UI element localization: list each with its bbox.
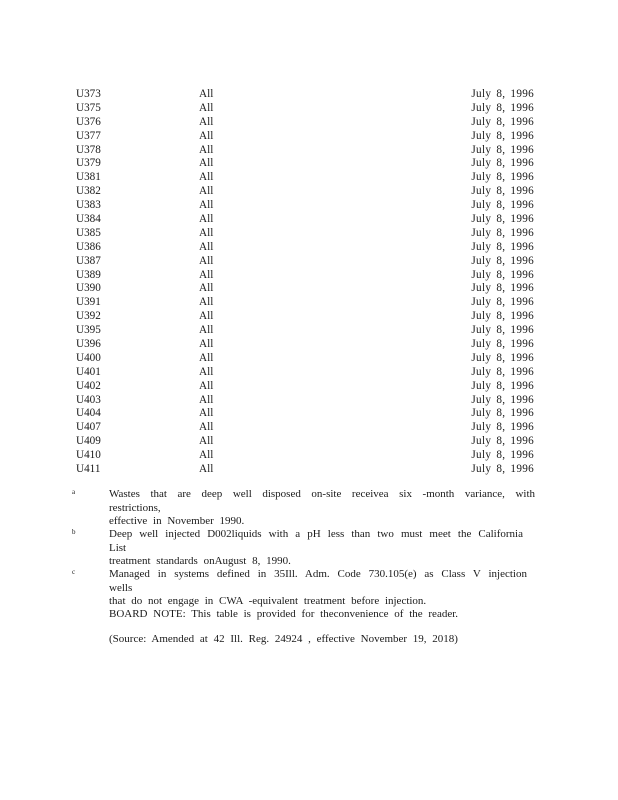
table-row [76, 102, 536, 116]
table-row [76, 185, 536, 199]
waste-scope: All [199, 213, 214, 226]
waste-code: U410 [76, 449, 101, 462]
table-row [76, 421, 536, 435]
table-row [76, 116, 536, 130]
table-row [76, 463, 536, 477]
table-row [76, 338, 536, 352]
effective-date: July 8, 1996 [471, 185, 534, 198]
waste-scope: All [199, 296, 214, 309]
table-row [76, 407, 536, 421]
footnote-b-mark: b [72, 528, 76, 536]
waste-scope: All [199, 101, 214, 114]
waste-scope: All [199, 407, 214, 420]
effective-date: July 8, 1996 [471, 296, 534, 309]
waste-scope: All [199, 88, 214, 100]
footnote-c-mark: c [72, 568, 76, 576]
board-note: BOARD NOTE: This table is provided for theconvenience of the reader. [109, 608, 459, 620]
waste-code: U411 [76, 463, 101, 476]
footnote-c-line2: that do not engage in CWA -equivalent treatment before injection. [109, 595, 427, 607]
effective-date: July 8, 1996 [471, 407, 534, 420]
effective-date: July 8, 1996 [471, 324, 534, 337]
waste-scope: All [199, 157, 214, 170]
waste-code: U402 [76, 379, 101, 392]
waste-code: U378 [76, 143, 101, 156]
table-row [76, 380, 536, 394]
waste-code: U409 [76, 435, 101, 448]
table-row [76, 269, 536, 283]
waste-code: U377 [76, 129, 101, 142]
table-row [76, 324, 536, 338]
waste-code: U400 [76, 351, 101, 364]
waste-scope: All [199, 129, 214, 142]
effective-date: July 8, 1996 [471, 226, 534, 239]
table-row [76, 352, 536, 366]
table-row [76, 449, 536, 463]
effective-date: July 8, 1996 [471, 115, 534, 128]
waste-scope: All [199, 268, 214, 281]
table-row [76, 199, 536, 213]
effective-date: July 8, 1996 [471, 351, 534, 364]
waste-code: U404 [76, 407, 101, 420]
effective-date: July 8, 1996 [471, 213, 534, 226]
waste-scope: All [199, 324, 214, 337]
waste-code-table [76, 88, 536, 477]
table-row [76, 227, 536, 241]
table-row [76, 241, 536, 255]
waste-scope: All [199, 282, 214, 295]
effective-date: July 8, 1996 [471, 393, 534, 406]
effective-date: July 8, 1996 [471, 268, 534, 281]
effective-date: July 8, 1996 [471, 282, 534, 295]
effective-date: July 8, 1996 [471, 171, 534, 184]
waste-code: U391 [76, 296, 101, 309]
effective-date: July 8, 1996 [471, 365, 534, 378]
footnote-a-line2: effective in November 1990. [109, 515, 245, 527]
effective-date: July 8, 1996 [471, 435, 534, 448]
table-row [76, 394, 536, 408]
table-row [76, 157, 536, 171]
waste-scope: All [199, 449, 214, 462]
effective-date: July 8, 1996 [471, 129, 534, 142]
table-row [76, 144, 536, 158]
waste-code: U395 [76, 324, 101, 337]
table-row [76, 255, 536, 269]
waste-scope: All [199, 463, 214, 476]
effective-date: July 8, 1996 [471, 240, 534, 253]
waste-code: U385 [76, 226, 101, 239]
table-row [76, 130, 536, 144]
waste-scope: All [199, 115, 214, 128]
waste-code: U387 [76, 254, 101, 267]
effective-date: July 8, 1996 [471, 101, 534, 114]
waste-code: U396 [76, 338, 101, 351]
effective-date: July 8, 1996 [471, 379, 534, 392]
waste-scope: All [199, 421, 214, 434]
waste-code: U401 [76, 365, 101, 378]
effective-date: July 8, 1996 [471, 449, 534, 462]
waste-code: U407 [76, 421, 101, 434]
waste-scope: All [199, 143, 214, 156]
effective-date: July 8, 1996 [471, 254, 534, 267]
effective-date: July 8, 1996 [471, 199, 534, 212]
waste-scope: All [199, 435, 214, 448]
waste-scope: All [199, 365, 214, 378]
waste-code: U376 [76, 115, 101, 128]
table-row [76, 282, 536, 296]
waste-code: U390 [76, 282, 101, 295]
footnote-b-line1: Deep well injected D002liquids with a pH less than two must meet the California List [109, 528, 523, 554]
footnote-c-line1: Managed in systems defined in 35Ill. Adm. Code 730.105(e) as Class V injection wells [109, 568, 527, 594]
footnote-a-mark: a [72, 488, 76, 496]
waste-code: U383 [76, 199, 101, 212]
waste-code: U375 [76, 101, 101, 114]
effective-date: July 8, 1996 [471, 88, 534, 100]
effective-date: July 8, 1996 [471, 143, 534, 156]
waste-scope: All [199, 226, 214, 239]
footnote-a-line1: Wastes that are deep well disposed on-site receivea six -month variance, with restrictions, [109, 488, 535, 514]
waste-scope: All [199, 171, 214, 184]
effective-date: July 8, 1996 [471, 421, 534, 434]
waste-code: U379 [76, 157, 101, 170]
effective-date: July 8, 1996 [471, 157, 534, 170]
effective-date: July 8, 1996 [471, 463, 534, 476]
waste-code: U392 [76, 310, 101, 323]
waste-scope: All [199, 393, 214, 406]
table-row [76, 435, 536, 449]
waste-scope: All [199, 254, 214, 267]
table-row [76, 88, 536, 102]
source-note: (Source: Amended at 42 Ill. Reg. 24924 , effective November 19, 2018) [109, 633, 458, 645]
waste-scope: All [199, 351, 214, 364]
waste-scope: All [199, 185, 214, 198]
effective-date: July 8, 1996 [471, 338, 534, 351]
waste-scope: All [199, 379, 214, 392]
waste-scope: All [199, 310, 214, 323]
waste-scope: All [199, 199, 214, 212]
waste-code: U386 [76, 240, 101, 253]
table-row [76, 310, 536, 324]
table-row [76, 213, 536, 227]
table-row [76, 171, 536, 185]
effective-date: July 8, 1996 [471, 310, 534, 323]
waste-code: U373 [76, 88, 101, 100]
footnote-b-line2: treatment standards onAugust 8, 1990. [109, 555, 291, 567]
table-row [76, 296, 536, 310]
waste-code: U389 [76, 268, 101, 281]
waste-code: U384 [76, 213, 101, 226]
waste-scope: All [199, 338, 214, 351]
waste-code: U382 [76, 185, 101, 198]
waste-code: U381 [76, 171, 101, 184]
waste-code: U403 [76, 393, 101, 406]
waste-scope: All [199, 240, 214, 253]
table-row [76, 366, 536, 380]
